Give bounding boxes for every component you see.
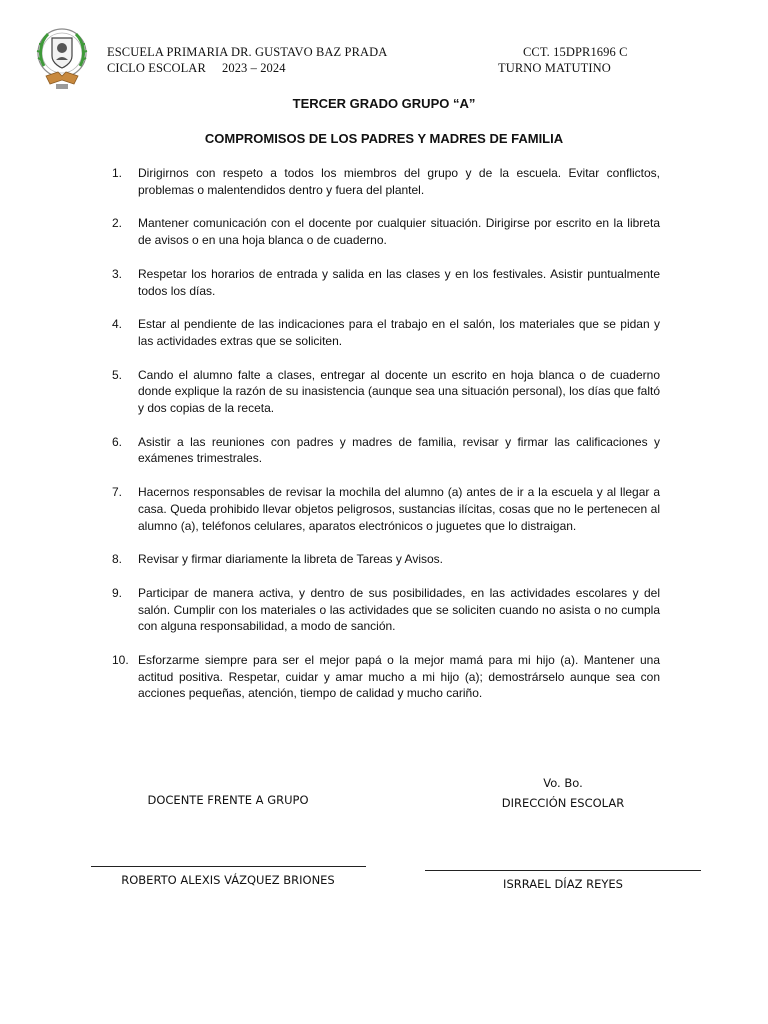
commitments-list — [112, 165, 660, 719]
director-signature-line — [425, 870, 701, 871]
list-item: 6. Asistir a las reuniones con padres y madres de familia, revisar y firmar las calificaciones y exámenes trimestrales. — [112, 434, 660, 466]
list-item: 10. Esforzarme siempre para ser el mejor papá o la mejor mamá para mi hijo (a). Mantener una actitud positiva. Respetar, cuidar y amar mucho a mi hijo (a); demostrárselo aunque sea con acciones pequeñas, atención, tiempo de calidad y mucho cariño. — [112, 653, 660, 701]
commitment-text: Participar de manera activa, y dentro de sus posibilidades, en las actividades escolares y del salón. Cumplir con los materiales o las actividades que se soliciten cuando no asista o no cumpla con alguna responsabilidad, a modo de sanción. — [138, 585, 660, 634]
school-cycle-label: CICLO ESCOLAR — [107, 61, 206, 75]
teacher-signature-line — [91, 866, 366, 867]
commitment-text: Asistir a las reuniones con padres y madres de familia, revisar y firmar las calificaciones y exámenes trimestrales. — [138, 434, 660, 466]
teacher-role: DOCENTE FRENTE A GRUPO — [147, 793, 309, 807]
document-title: COMPROMISOS DE LOS PADRES Y MADRES DE FAMILIA — [204, 131, 564, 146]
list-item: 4. Estar al pendiente de las indicaciones para el trabajo en el salón, los materiales que se pidan y las actividades extras que se soliciten. — [112, 317, 660, 348]
list-item: 5. Cando el alumno falte a clases, entregar al docente un escrito en hoja blanca o de cuaderno donde explique la razón de su inasistencia (aunque sea una situación personal), los días que faltó y dos copias de la receta. — [112, 367, 660, 416]
commitment-text: Estar al pendiente de las indicaciones para el trabajo en el salón, los materiales que se pidan y las actividades extras que se soliciten. — [138, 317, 660, 348]
commitment-text: Esforzarme siempre para ser el mejor papá o la mejor mamá para mi hijo (a). Mantener una actitud positiva. Respetar, cuidar y amar mucho a mi hijo (a); demostrárselo aunque sea con acciones pequeñas, atención, tiempo de calidad y mucho cariño. — [138, 653, 660, 701]
list-item: 7. Hacernos responsables de revisar la mochila del alumno (a) antes de ir a la escuela y al llegar a casa. Queda prohibido llevar objetos peligrosos, sustancias ilícitas, cosas que no le pertenecen al alumno (a), teléfonos celulares, aparatos electrónicos o juguetes que lo distraigan. — [112, 485, 660, 533]
shift-label: TURNO MATUTINO — [498, 61, 611, 75]
list-item: 3. Respetar los horarios de entrada y salida en las clases y en los festivales. Asistir puntualmente todos los días. — [112, 266, 660, 298]
list-item: 9. Participar de manera activa, y dentro de sus posibilidades, en las actividades escolares y del salón. Cumplir con los materiales o las actividades que se soliciten cuando no asista o no cumpla con alguna responsabilidad, a modo de sanción. — [112, 585, 660, 634]
commitment-text: Cando el alumno falte a clases, entregar al docente un escrito en hoja blanca o de cuaderno donde explique la razón de su inasistencia (aunque sea una situación personal), los días que faltó y dos copias de la receta. — [138, 367, 660, 416]
commitment-text: Revisar y firmar diariamente la libreta de Tareas y Avisos. — [138, 552, 444, 567]
commitment-text: Respetar los horarios de entrada y salida en las clases y en los festivales. Asistir puntualmente todos los días. — [138, 266, 660, 298]
commitment-text: Hacernos responsables de revisar la mochila del alumno (a) antes de ir a la escuela y al llegar a casa. Queda prohibido llevar objetos peligrosos, sustancias ilícitas, cosas que no le pertenecen al alumno (a), teléfonos celulares, aparatos electrónicos o juguetes que lo distraigan. — [138, 485, 660, 533]
group-title: TERCER GRADO GRUPO “A” — [292, 96, 476, 111]
cct-code: CCT. 15DPR1696 C — [523, 45, 628, 59]
director-name: ISRRAEL DÍAZ REYES — [503, 877, 623, 891]
direction-role: DIRECCIÓN ESCOLAR — [501, 796, 625, 810]
school-name: ESCUELA PRIMARIA DR. GUSTAVO BAZ PRADA — [107, 45, 388, 59]
school-cycle-years: 2023 – 2024 — [222, 61, 286, 75]
list-item: 8. Revisar y firmar diariamente la libreta de Tareas y Avisos. — [112, 552, 444, 567]
list-item: 2. Mantener comunicación con el docente por cualquier situación. Dirigirse por escrito en la libreta de avisos o en una hoja blanca o de cuaderno. — [112, 216, 660, 248]
school-crest-icon — [34, 26, 90, 92]
commitment-text: Dirigirnos con respeto a todos los miembros del grupo y de la escuela. Evitar conflictos, problemas o malentendidos dentro y fuera del plantel. — [138, 166, 660, 197]
vobo-label: Vo. Bo. — [543, 776, 583, 790]
commitment-text: Mantener comunicación con el docente por cualquier situación. Dirigirse por escrito en la libreta de avisos o en una hoja blanca o de cuaderno. — [138, 216, 660, 248]
list-item: 1. Dirigirnos con respeto a todos los miembros del grupo y de la escuela. Evitar conflictos, problemas o malentendidos dentro y fuera del plantel. — [112, 166, 660, 197]
teacher-name: ROBERTO ALEXIS VÁZQUEZ BRIONES — [121, 873, 335, 887]
